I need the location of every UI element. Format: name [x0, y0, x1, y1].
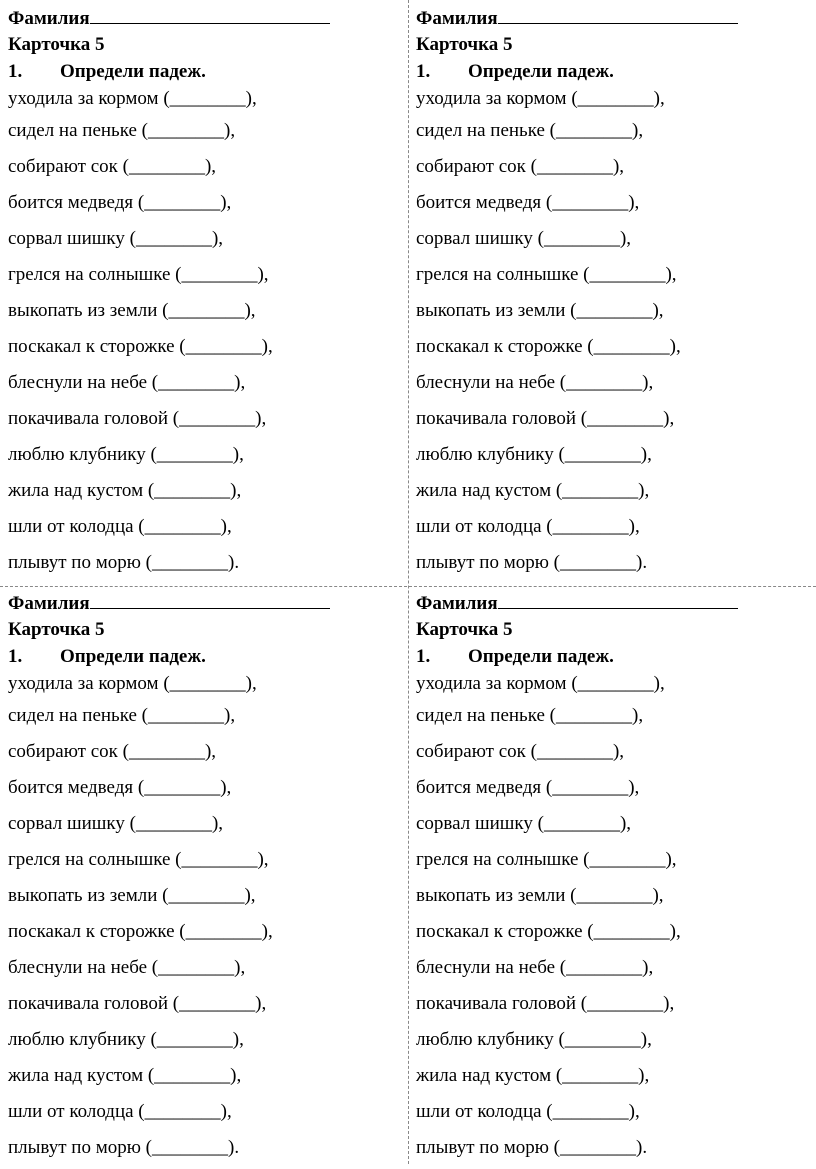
- phrase-item: поскакал к сторожке (________),: [416, 336, 681, 357]
- phrase-item: поскакал к сторожке (________),: [416, 921, 681, 942]
- surname-blank[interactable]: [498, 589, 738, 609]
- card-title: Карточка 5: [8, 34, 105, 55]
- vertical-cut-line: [408, 0, 409, 1164]
- card-top-right: [416, 4, 816, 584]
- surname-label: Фамилия: [8, 593, 90, 614]
- phrase-list: [8, 670, 408, 1166]
- phrase-item: уходила за кормом (________),: [8, 673, 257, 694]
- phrase-item: грелся на солнышке (________),: [8, 849, 269, 870]
- phrase-item: покачивала головой (________),: [416, 993, 675, 1014]
- phrase-item: покачивала головой (________),: [416, 408, 675, 429]
- task-heading: [8, 643, 408, 670]
- phrase-item: жила над кустом (________),: [416, 1065, 650, 1086]
- phrase-item: плывут по морю (________).: [8, 552, 240, 573]
- phrase-item: поскакал к сторожке (________),: [8, 921, 273, 942]
- phrase-list: [416, 85, 816, 581]
- phrase-list: [416, 670, 816, 1166]
- task-text: Определи падеж.: [60, 61, 206, 82]
- phrase-item: собирают сок (________),: [416, 156, 625, 177]
- phrase-item: люблю клубнику (________),: [416, 444, 652, 465]
- surname-row: [416, 4, 816, 31]
- phrase-item: сидел на пеньке (________),: [8, 120, 236, 141]
- surname-label: Фамилия: [8, 8, 90, 29]
- task-text: Определи падеж.: [60, 646, 206, 667]
- horizontal-cut-line: [0, 586, 816, 587]
- surname-label: Фамилия: [416, 593, 498, 614]
- surname-row: [8, 589, 408, 616]
- phrase-item: блеснули на небе (________),: [416, 957, 654, 978]
- phrase-item: жила над кустом (________),: [8, 480, 242, 501]
- task-number: 1.: [8, 646, 23, 667]
- phrase-item: блеснули на небе (________),: [416, 372, 654, 393]
- phrase-item: боится медведя (________),: [8, 192, 232, 213]
- surname-row: [8, 4, 408, 31]
- task-number: 1.: [416, 646, 431, 667]
- phrase-item: сорвал шишку (________),: [8, 228, 224, 249]
- phrase-item: сорвал шишку (________),: [416, 813, 632, 834]
- card-bottom-right: [416, 589, 816, 1169]
- task-heading: [416, 643, 816, 670]
- phrase-item: уходила за кормом (________),: [416, 88, 665, 109]
- phrase-item: грелся на солнышке (________),: [416, 264, 677, 285]
- task-heading: [416, 58, 816, 85]
- card-title: Карточка 5: [8, 619, 105, 640]
- phrase-item: люблю клубнику (________),: [8, 1029, 244, 1050]
- phrase-item: блеснули на небе (________),: [8, 372, 246, 393]
- task-text: Определи падеж.: [468, 61, 614, 82]
- phrase-item: покачивала головой (________),: [8, 993, 267, 1014]
- surname-row: [416, 589, 816, 616]
- card-top-left: [8, 4, 408, 584]
- phrase-item: сидел на пеньке (________),: [8, 705, 236, 726]
- phrase-item: боится медведя (________),: [416, 192, 640, 213]
- phrase-item: покачивала головой (________),: [8, 408, 267, 429]
- phrase-item: люблю клубнику (________),: [8, 444, 244, 465]
- phrase-item: выкопать из земли (________),: [416, 885, 664, 906]
- phrase-item: плывут по морю (________).: [416, 1137, 648, 1158]
- phrase-list: [8, 85, 408, 581]
- phrase-item: уходила за кормом (________),: [8, 88, 257, 109]
- surname-blank[interactable]: [90, 4, 330, 24]
- phrase-item: шли от колодца (________),: [416, 1101, 640, 1122]
- phrase-item: боится медведя (________),: [8, 777, 232, 798]
- task-text: Определи падеж.: [468, 646, 614, 667]
- phrase-item: сидел на пеньке (________),: [416, 120, 644, 141]
- phrase-item: поскакал к сторожке (________),: [8, 336, 273, 357]
- card-bottom-left: [8, 589, 408, 1169]
- phrase-item: выкопать из земли (________),: [8, 300, 256, 321]
- phrase-item: боится медведя (________),: [416, 777, 640, 798]
- phrase-item: сидел на пеньке (________),: [416, 705, 644, 726]
- task-number: 1.: [8, 61, 23, 82]
- phrase-item: сорвал шишку (________),: [416, 228, 632, 249]
- phrase-item: сорвал шишку (________),: [8, 813, 224, 834]
- phrase-item: плывут по морю (________).: [8, 1137, 240, 1158]
- card-title: Карточка 5: [416, 34, 513, 55]
- phrase-item: грелся на солнышке (________),: [416, 849, 677, 870]
- surname-blank[interactable]: [90, 589, 330, 609]
- phrase-item: блеснули на небе (________),: [8, 957, 246, 978]
- phrase-item: шли от колодца (________),: [8, 516, 232, 537]
- phrase-item: собирают сок (________),: [416, 741, 625, 762]
- phrase-item: жила над кустом (________),: [8, 1065, 242, 1086]
- phrase-item: собирают сок (________),: [8, 156, 217, 177]
- phrase-item: уходила за кормом (________),: [416, 673, 665, 694]
- phrase-item: выкопать из земли (________),: [8, 885, 256, 906]
- surname-label: Фамилия: [416, 8, 498, 29]
- phrase-item: грелся на солнышке (________),: [8, 264, 269, 285]
- phrase-item: люблю клубнику (________),: [416, 1029, 652, 1050]
- card-title: Карточка 5: [416, 619, 513, 640]
- phrase-item: собирают сок (________),: [8, 741, 217, 762]
- phrase-item: жила над кустом (________),: [416, 480, 650, 501]
- phrase-item: шли от колодца (________),: [8, 1101, 232, 1122]
- phrase-item: выкопать из земли (________),: [416, 300, 664, 321]
- phrase-item: шли от колодца (________),: [416, 516, 640, 537]
- task-heading: [8, 58, 408, 85]
- task-number: 1.: [416, 61, 431, 82]
- phrase-item: плывут по морю (________).: [416, 552, 648, 573]
- surname-blank[interactable]: [498, 4, 738, 24]
